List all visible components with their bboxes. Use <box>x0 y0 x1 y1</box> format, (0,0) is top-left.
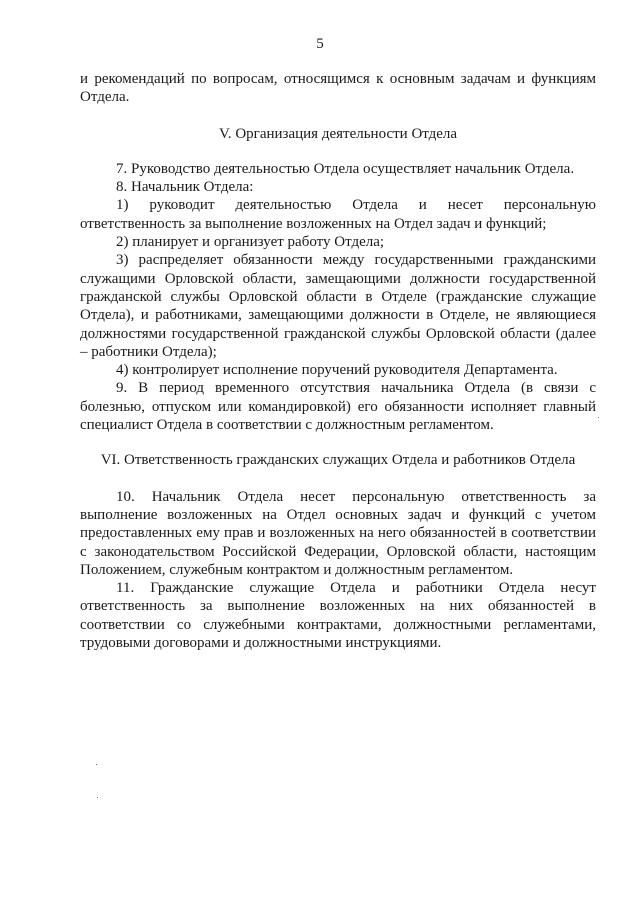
scan-speck <box>598 417 599 418</box>
paragraph-7: 7. Руководство деятельностью Отдела осуществляет начальник Отдела. <box>116 160 575 177</box>
intro-paragraph: и рекомендаций по вопросам, относящимся к основным задачам и функциям Отдела. <box>80 71 596 106</box>
paragraph-11: 11. Гражданские служащие Отдела и работники Отдела несут ответственность за выполнение возложенных на них обязанностей в соответствии со служебными контрактами, должностными регламентами, трудовыми договорами и должностными инструкциями. <box>80 580 596 652</box>
section-5-heading: V. Организация деятельности Отдела <box>218 125 458 142</box>
paragraph-8-item-3: 3) распределяет обязанности между государственными гражданскими служащими Орловской области, замещающими должности государственной гражданской службы Орловской области в Отделе (гражданские служащие Отдела), и работниками, замещающими должности в Отделе, не являющиеся должностями государственной гражданской службы Орловской области (далее – работники Отдела); <box>80 252 596 360</box>
paragraph-8: 8. Начальник Отдела: <box>116 179 254 196</box>
paragraph-9: 9. В период временного отсутствия начальника Отдела (в связи с болезнью, отпуском или командировкой) его обязанности исполняет главный специалист Отдела в соответствии с должностным регламентом. <box>80 380 596 434</box>
scan-speck <box>97 797 98 798</box>
page-number: 5 <box>316 36 324 52</box>
paragraph-10: 10. Начальник Отдела несет персональную ответственность за выполнение возложенных на Отдел основных задач и функций с учетом предоставленных ему прав и возложенных на него обязанностей в соответствии с законодательством Российской Федерации, Орловской области, настоящим Положением, служебным контрактом и должностным регламентом. <box>80 488 596 578</box>
scan-speck <box>96 764 97 765</box>
document-body <box>80 70 596 652</box>
paragraph-8-item-1: 1) руководит деятельностью Отдела и несет персональную ответственность за выполнение возложенных на Отдел задач и функций; <box>80 197 596 232</box>
paragraph-8-item-4: 4) контролирует исполнение поручений руководителя Департамента. <box>116 362 558 379</box>
section-6-heading: VI. Ответственность гражданских служащих Отдела и работников Отдела <box>100 452 576 469</box>
paragraph-8-item-2: 2) планирует и организует работу Отдела; <box>116 234 385 251</box>
